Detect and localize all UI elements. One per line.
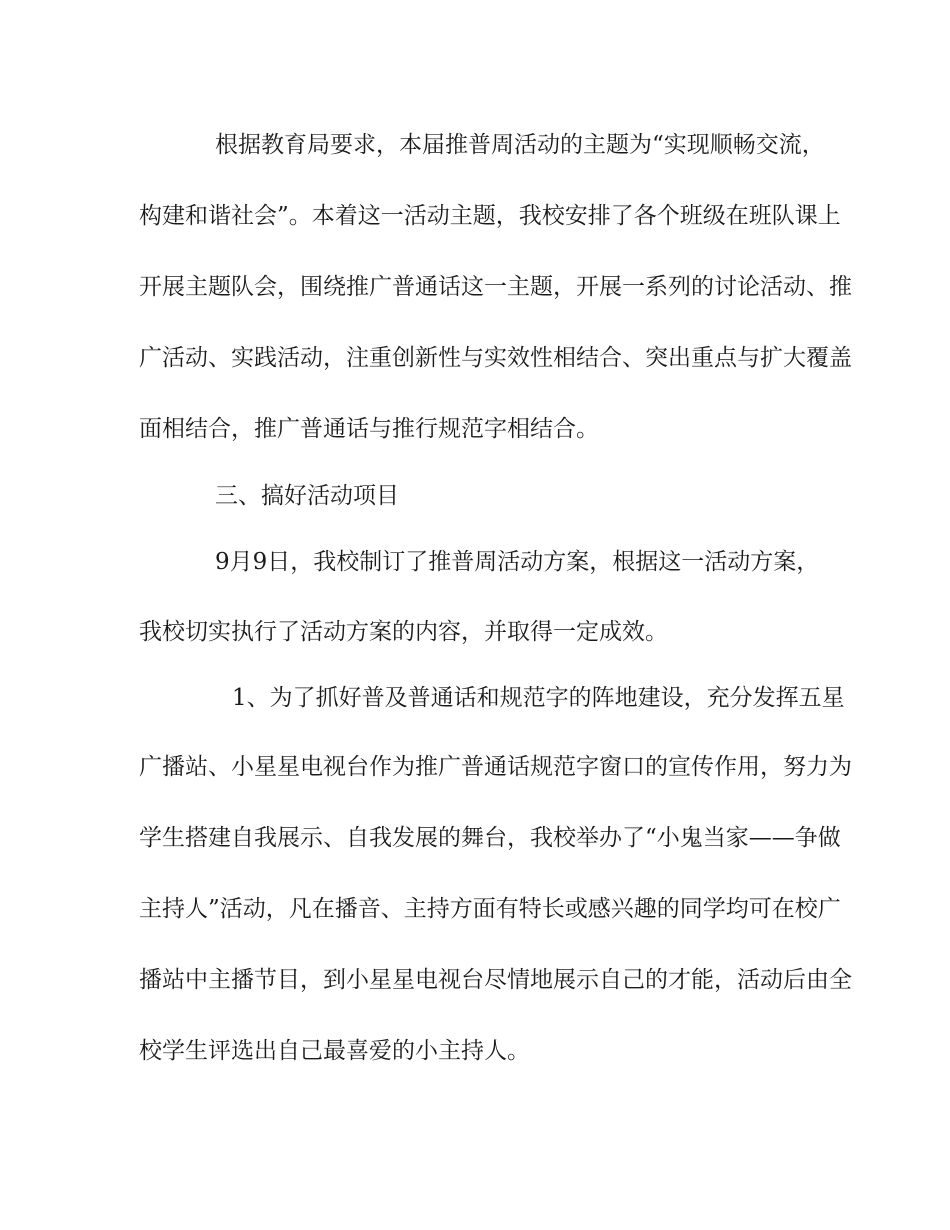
paragraph-3-line-1: 1、为了抓好普及普通话和规范字的阵地建设，充分发挥五星	[232, 685, 845, 711]
paragraph-3-line-5: 播站中主播节目，到小星星电视台尽情地展示自己的才能，活动后由全	[139, 967, 852, 993]
paragraph-3-line-3: 学生搭建自我展示、自我发展的舞台，我校举办了“小鬼当家——争做	[139, 825, 841, 851]
paragraph-2-line-2: 我校切实执行了活动方案的内容，并取得一定成效。	[139, 619, 668, 645]
paragraph-1-line-1: 根据教育局要求，本届推普周活动的主题为“实现顺畅交流，	[215, 132, 825, 158]
paragraph-1-line-2: 构建和谐社会”。本着这一活动主题，我校安排了各个班级在班队课上	[139, 203, 841, 229]
paragraph-1-line-3: 开展主题队会，围绕推广普通话这一主题，开展一系列的讨论活动、推	[139, 274, 852, 300]
paragraph-1-line-4: 广活动、实践活动，注重创新性与实效性相结合、突出重点与扩大覆盖	[139, 345, 852, 371]
paragraph-3-line-2: 广播站、小星星电视台作为推广普通话规范字窗口的宣传作用，努力为	[139, 754, 852, 780]
paragraph-3-line-4: 主持人”活动，凡在播音、主持方面有特长或感兴趣的同学均可在校广	[139, 896, 841, 922]
paragraph-1-line-5: 面相结合，推广普通话与推行规范字相结合。	[139, 416, 599, 442]
paragraph-2-line-1: 9月9日，我校制订了推普周活动方案，根据这一活动方案，	[215, 549, 820, 575]
section-heading: 三、搞好活动项目	[215, 483, 399, 509]
paragraph-3-line-6: 校学生评选出自己最喜爱的小主持人。	[139, 1038, 530, 1064]
